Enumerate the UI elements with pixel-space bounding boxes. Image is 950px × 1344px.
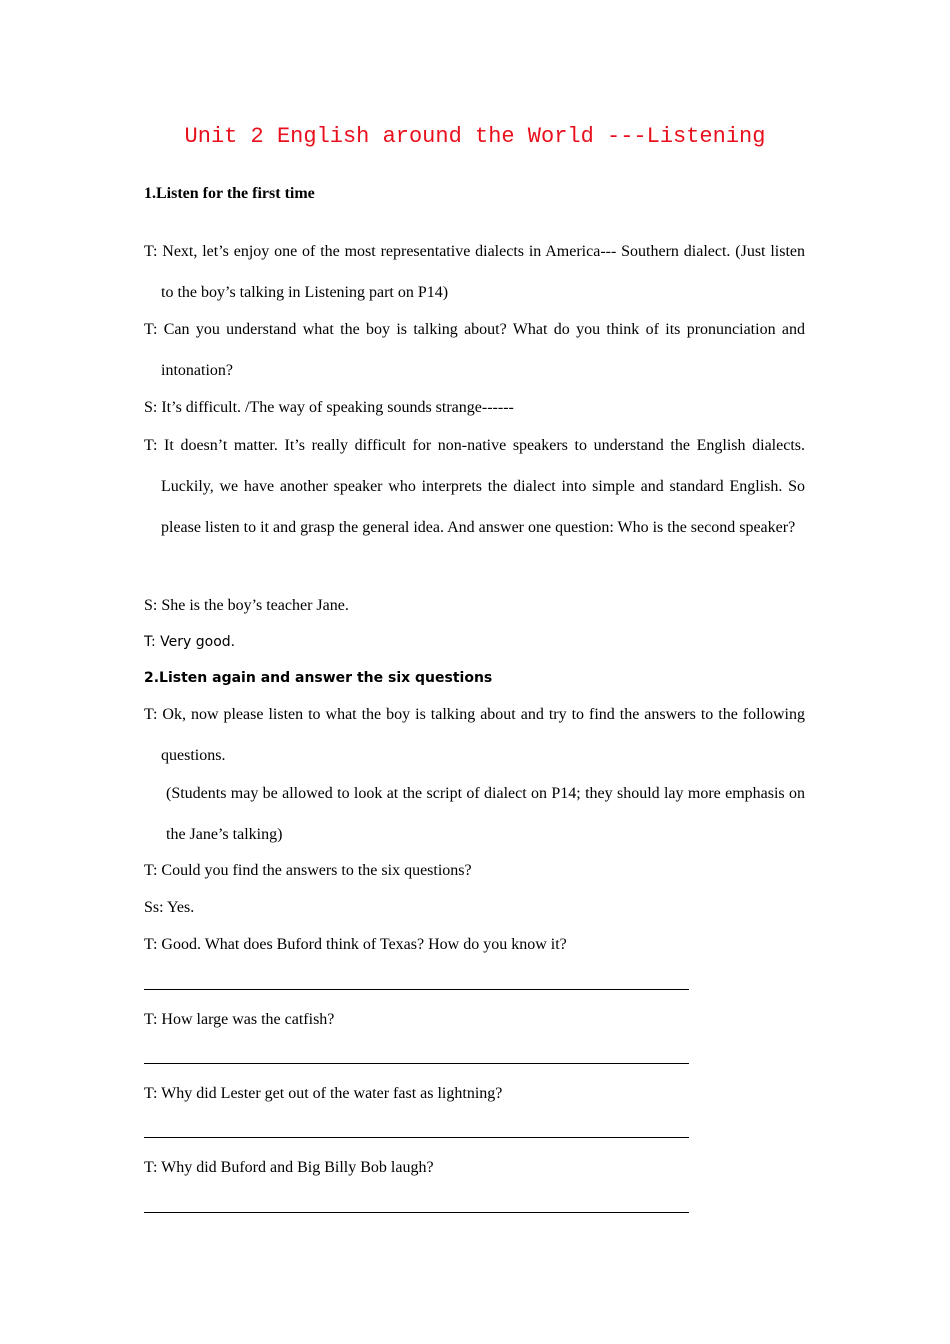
dialogue-line: S: She is the boy’s teacher Jane. — [144, 597, 349, 614]
dialogue-line: T: It doesn’t matter. It’s really difficult for non-native speakers to understand the English dialects. Luckily, we have another speaker who interprets the dialect into simple and standard English. So please listen to it and grasp the general idea. And answer one question: Who is the second speaker? — [144, 437, 805, 536]
teaching-note: (Students may be allowed to look at the script of dialect on P14; they should lay more emphasis on the Jane’s talking) — [166, 785, 805, 843]
dialogue-line: S: It’s difficult. /The way of speaking sounds strange------ — [144, 399, 514, 416]
answer-blank — [144, 1137, 689, 1138]
answer-blank — [144, 1212, 689, 1213]
answer-blank — [144, 1063, 689, 1064]
question-line: T: How large was the catfish? — [144, 1011, 335, 1028]
section-heading-1: 1.Listen for the first time — [144, 185, 315, 202]
dialogue-line: T: Very good. — [144, 634, 236, 650]
answer-blank — [144, 989, 689, 990]
document-title: Unit 2 English around the World ---Listening — [184, 124, 766, 149]
dialogue-line: T: Can you understand what the boy is talking about? What do you think of its pronunciation and intonation? — [144, 321, 805, 379]
dialogue-line: T: Could you find the answers to the six questions? — [144, 862, 472, 879]
dialogue-line: T: Next, let’s enjoy one of the most representative dialects in America--- Southern dialect. (Just listen to the boy’s talking in Listening part on P14) — [144, 243, 805, 301]
section-heading-2: 2.Listen again and answer the six questions — [144, 670, 493, 686]
dialogue-line: Ss: Yes. — [144, 899, 195, 916]
question-line: T: Why did Lester get out of the water fast as lightning? — [144, 1085, 503, 1102]
question-line: T: Why did Buford and Big Billy Bob laugh? — [144, 1159, 434, 1176]
question-line: T: Good. What does Buford think of Texas? How do you know it? — [144, 936, 567, 953]
dialogue-line: T: Ok, now please listen to what the boy is talking about and try to find the answers to the following questions. — [144, 706, 805, 764]
